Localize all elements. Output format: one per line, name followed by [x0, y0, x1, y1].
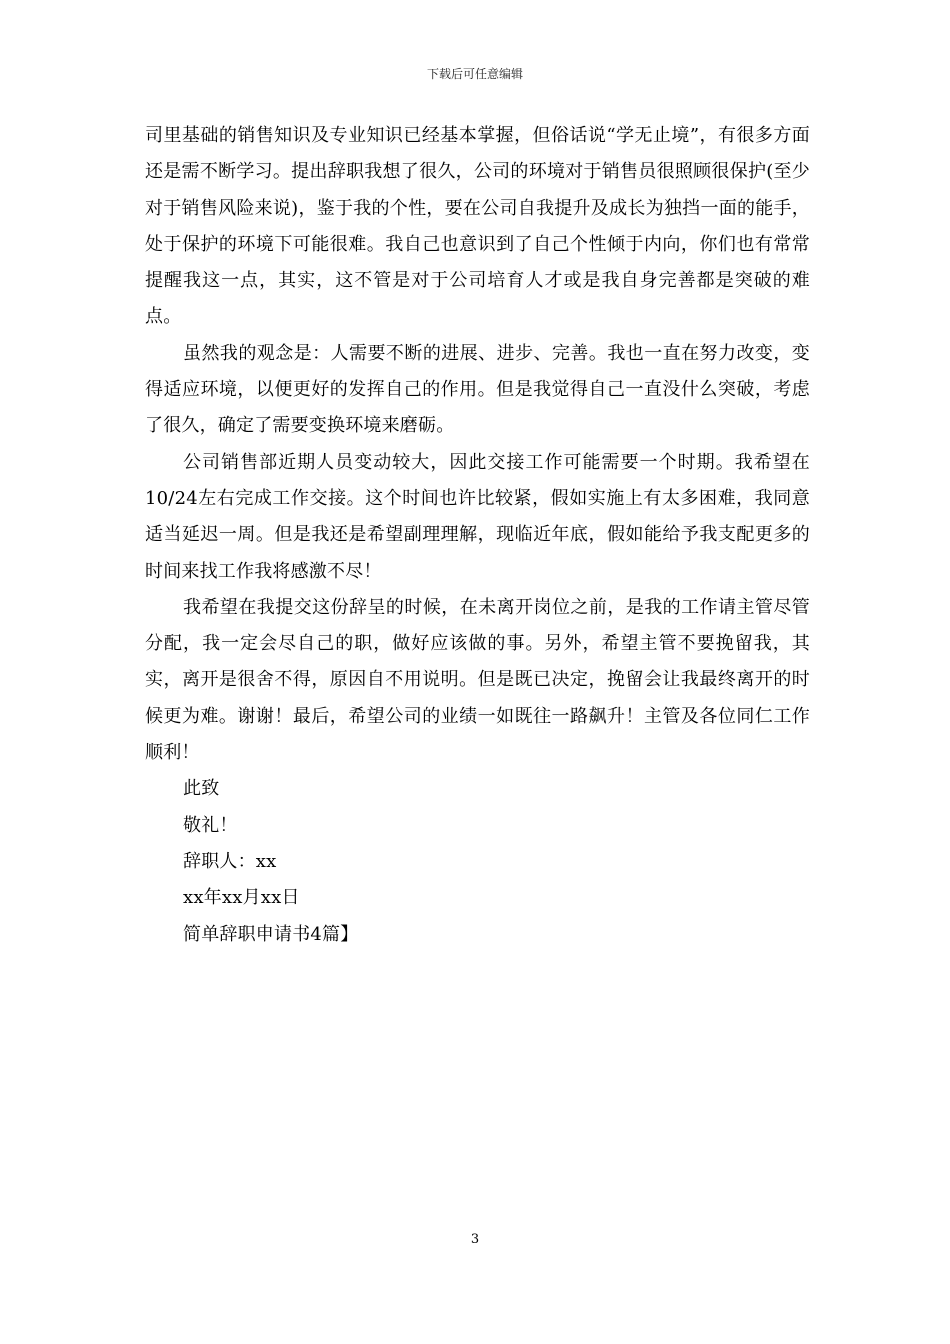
body-paragraph: 虽然我的观念是：人需要不断的进展、进步、完善。我也一直在努力改变，变得适应环境，以便更好的发挥自己的作用。但是我觉得自己一直没什么突破，考虑了很久，确定了需要变换环境来磨砺。	[145, 342, 810, 437]
body-paragraph: 我希望在我提交这份辞呈的时候，在未离开岗位之前，是我的工作请主管尽管分配，我一定会尽自己的职，做好应该做的事。另外，希望主管不要挽留我，其实，离开是很舍不得，原因自不用说明。但是既已决定，挽留会让我最终离开的时候更为难。谢谢！最后，希望公司的业绩一如既往一路飙升！主管及各位同仁工作顺利！	[145, 596, 810, 764]
signature-line: 辞职人：xx	[183, 850, 277, 872]
page-header: 下载后可任意编辑	[426, 67, 523, 81]
page-number: 3	[470, 1232, 480, 1247]
salutation-line: 此致	[183, 778, 220, 800]
body-paragraph: 公司销售部近期人员变动较大，因此交接工作可能需要一个时期。我希望在10/24左右完成工作交接。这个时间也许比较紧，假如实施上有太多困难，我同意适当延迟一周。但是我还是希望副理理解，现临近年底，假如能给予我支配更多的时间来找工作我将感激不尽！	[145, 451, 810, 582]
regards-line: 敬礼！	[183, 814, 238, 836]
date-line: xx年xx月xx日	[183, 887, 300, 909]
body-paragraph: 司里基础的销售知识及专业知识已经基本掌握，但俗话说“学无止境”，有很多方面还是需不断学习。提出辞职我想了很久，公司的环境对于销售员很照顾很保护(至少对于销售风险来说)，鉴于我的个性，要在公司自我提升及成长为独挡一面的能手，处于保护的环境下可能很难。我自己也意识到了自己个性倾于内向，你们也有常常提醒我这一点，其实，这不管是对于公司培育人才或是我自身完善都是突破的难点。	[145, 125, 810, 328]
document-body	[145, 118, 810, 953]
section-title-line: 简单辞职申请书4篇】	[183, 923, 359, 945]
